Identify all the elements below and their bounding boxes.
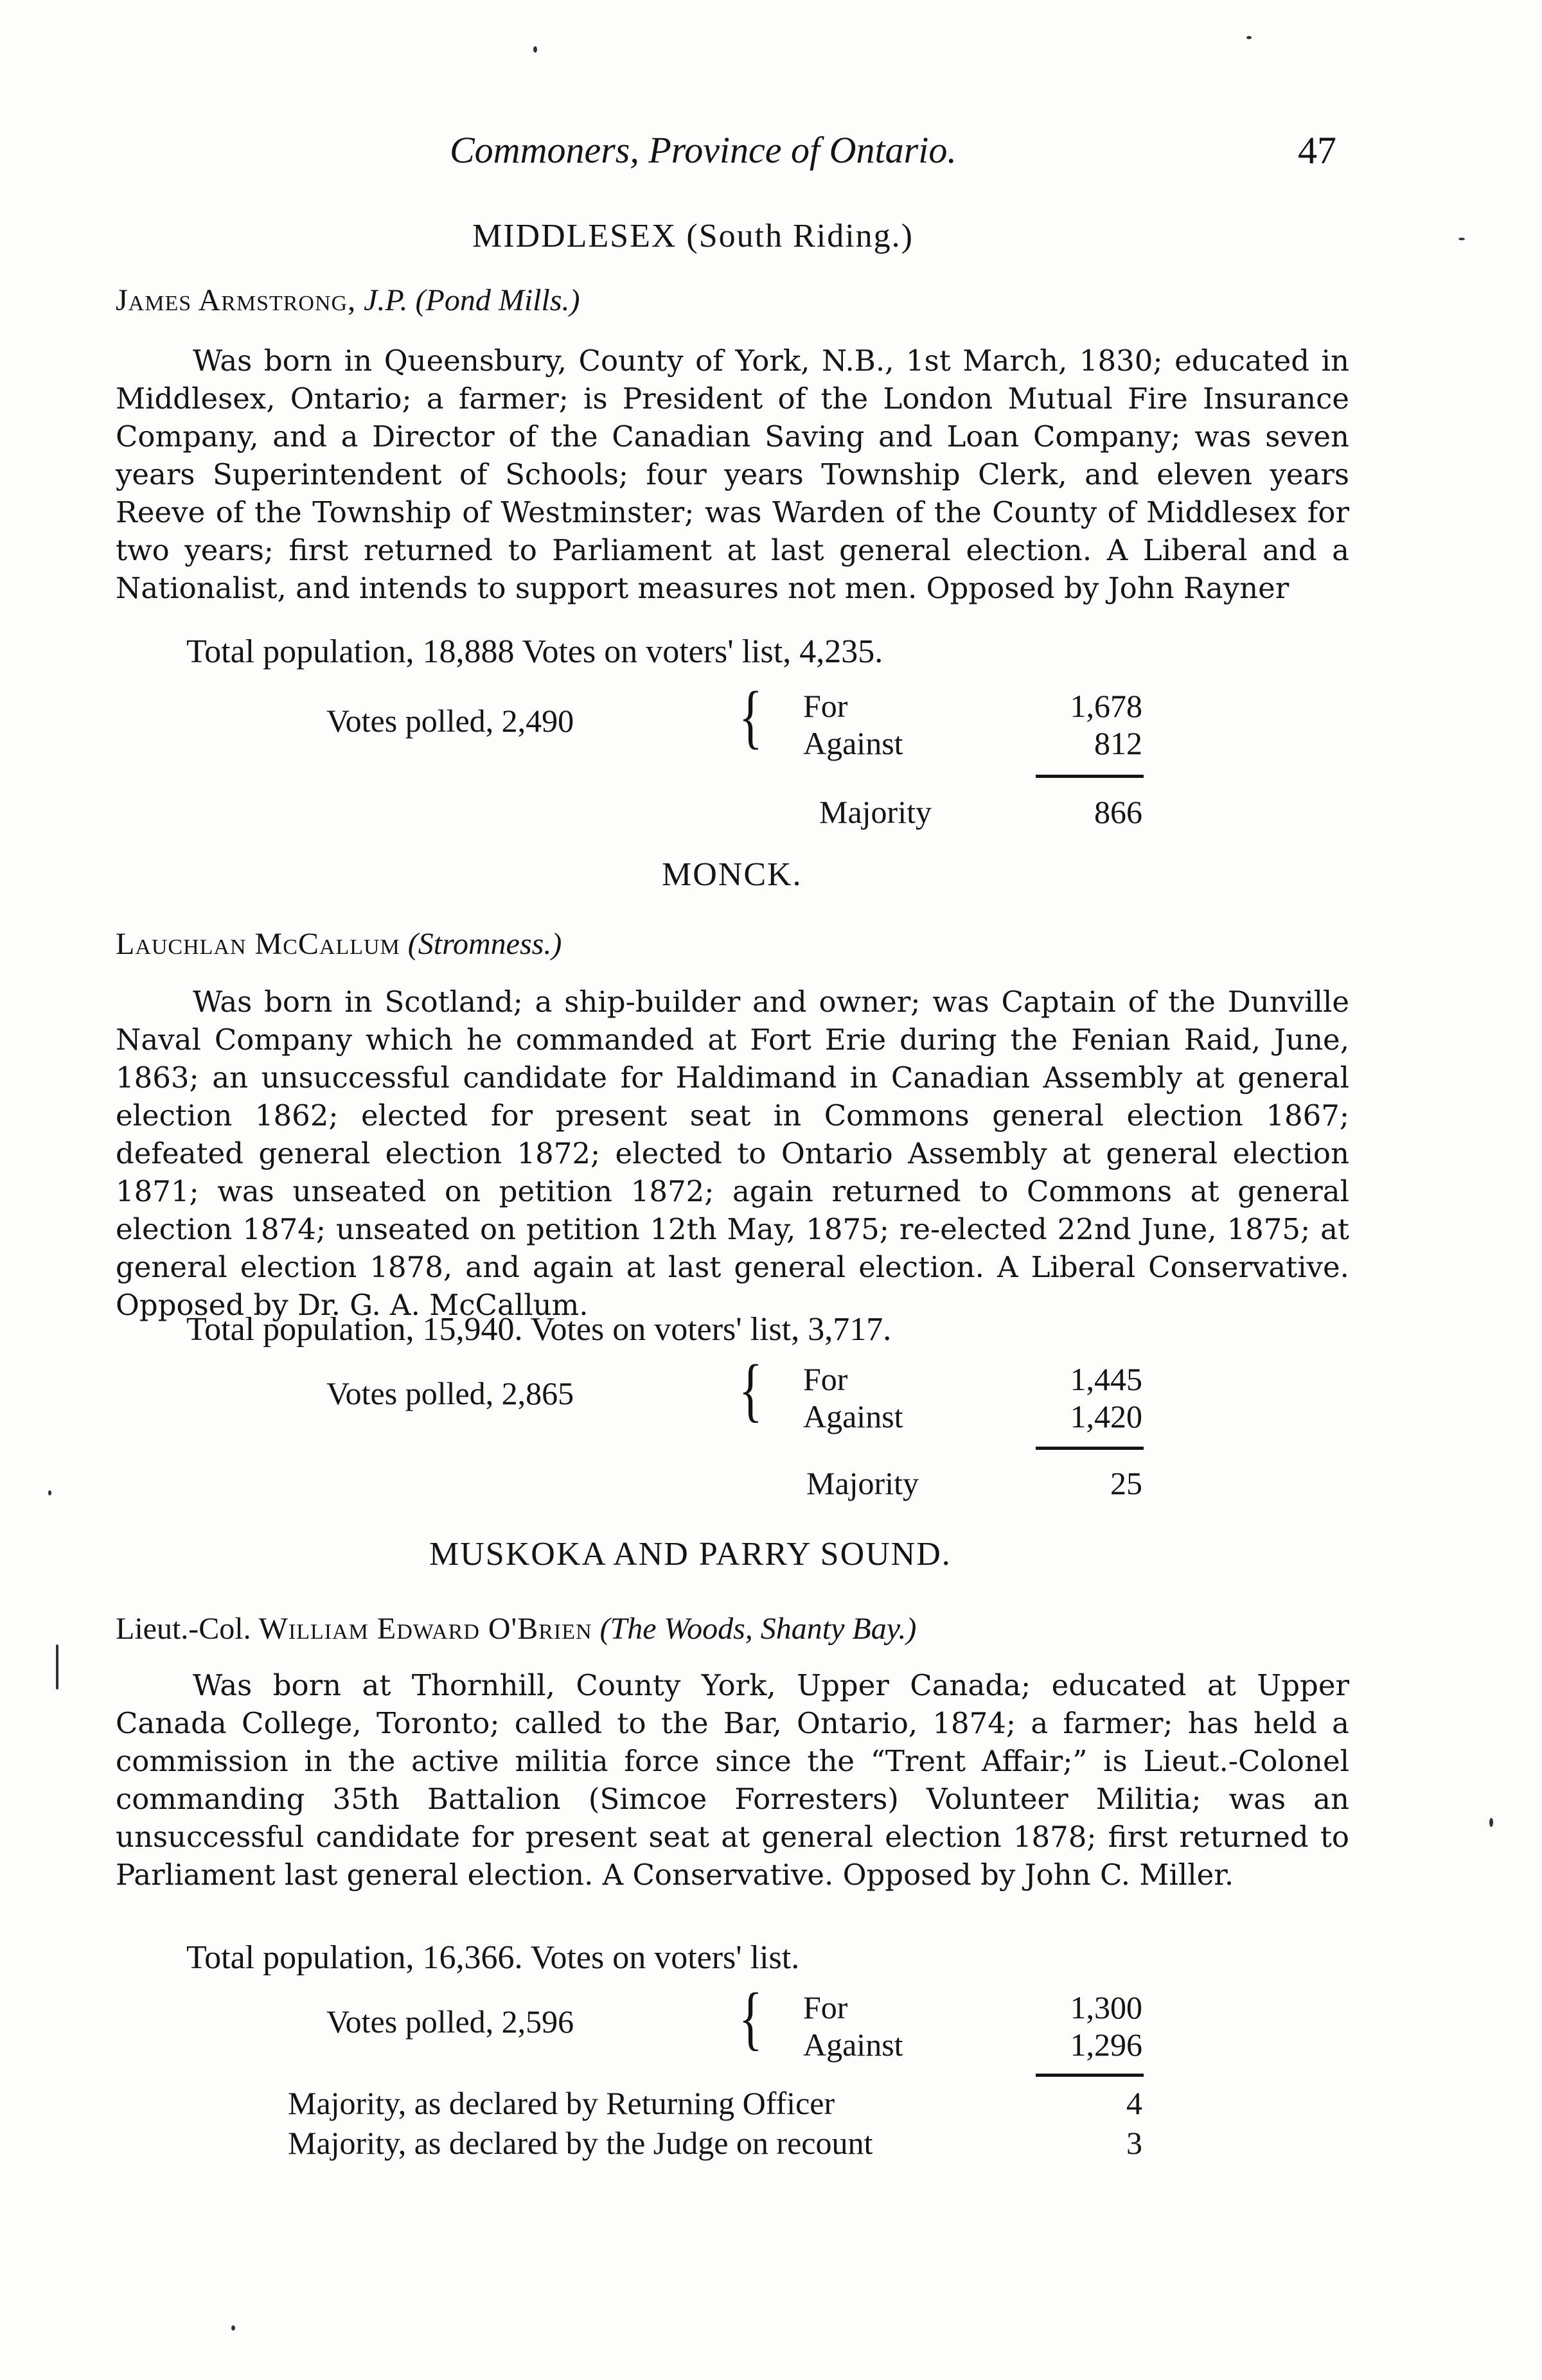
page-number: 47 bbox=[1298, 129, 1336, 172]
member-heading-armstrong bbox=[116, 283, 580, 318]
member-bio-obrien: Was born at Thornhill, County York, Upper Canada; educated at Upper Canada College, Toronto; called to the Bar, Ontario, 1874; a farmer; has held a commission in the active militia force since the “Trent Affair;” is Lieut.-Colonel commanding 35th Battalion (Simcoe Forresters) Volunteer Militia; was an unsuccessful candidate for present seat at general election 1878; first returned to Parliament last general election. A Conservative. Opposed by John C. Miller. bbox=[116, 1668, 1349, 1892]
member-name: Lauchlan McCallum bbox=[116, 927, 400, 961]
against-label: Against bbox=[803, 725, 903, 761]
votes-polled-monck: Votes polled, 2,865 bbox=[326, 1375, 574, 1411]
for-value: 1,445 bbox=[1070, 1361, 1142, 1397]
sum-rule bbox=[1036, 2074, 1144, 2077]
for-label: For bbox=[803, 1989, 848, 2025]
sum-rule bbox=[1036, 775, 1144, 778]
member-residence: (Stromness.) bbox=[407, 927, 562, 961]
majority-returning-label: Majority, as declared by Returning Officer bbox=[288, 2085, 835, 2121]
running-title: Commoners, Province of Ontario. bbox=[450, 129, 957, 171]
scan-speck bbox=[533, 46, 537, 53]
section-title-monck: MONCK. bbox=[662, 856, 802, 893]
for-value: 1,678 bbox=[1070, 688, 1142, 724]
scan-speck bbox=[1489, 1818, 1493, 1827]
for-label: For bbox=[803, 688, 848, 724]
member-name: James Armstrong, bbox=[116, 283, 357, 317]
member-residence: (Pond Mills.) bbox=[415, 283, 580, 317]
section-title-muskoka: MUSKOKA AND PARRY SOUND. bbox=[429, 1536, 952, 1573]
member-residence: (The Woods, Shanty Bay.) bbox=[599, 1612, 917, 1646]
member-title: J.P. bbox=[364, 283, 408, 317]
member-heading-mccallum bbox=[116, 926, 562, 962]
member-prefix: Lieut.-Col. bbox=[116, 1612, 251, 1646]
votes-polled-middlesex: Votes polled, 2,490 bbox=[326, 703, 574, 739]
member-bio-mccallum: Was born in Scotland; a ship-builder and owner; was Captain of the Dunville Naval Company which he commanded at Fort Erie during the Fenian Raid, June, 1863; an unsuccessful candidate for Haldimand in Canadian Assembly at general election 1862; elected for present seat in Commons general election 1867; defeated general election 1872; elected to Ontario Assembly at general election 1871; was unseated on petition 1872; again returned to Commons at general election 1874; unseated on petition 12th May, 1875; re-elected 22nd June, 1875; at general election 1878, and again at last general election. A Liberal Conservative. Opposed by Dr. G. A. McCallum. bbox=[116, 985, 1349, 1322]
majority-returning-value: 4 bbox=[1126, 2085, 1142, 2121]
against-value: 1,420 bbox=[1070, 1398, 1142, 1434]
majority-value: 866 bbox=[1094, 794, 1142, 830]
member-heading-obrien bbox=[116, 1611, 916, 1646]
scan-speck bbox=[1246, 36, 1252, 39]
population-line-muskoka: Total population, 16,366. Votes on voters' list. bbox=[186, 1939, 800, 1976]
scan-mark bbox=[56, 1644, 58, 1689]
votes-polled-muskoka: Votes polled, 2,596 bbox=[326, 2004, 574, 2040]
majority-judge-value: 3 bbox=[1126, 2125, 1142, 2161]
section-title-middlesex: MIDDLESEX (South Riding.) bbox=[472, 218, 914, 254]
population-line-middlesex: Total population, 18,888 Votes on voters' list, 4,235. bbox=[186, 633, 883, 670]
member-bio-armstrong: Was born in Queensbury, County of York, N.B., 1st March, 1830; educated in Middlesex, Ontario; a farmer; is President of the London Mutual Fire Insurance Company, and a Director of the Canadian Saving and Loan Company; was seven years Superintendent of Schools; four years Township Clerk, and eleven years Reeve of the Township of Westminster; was Warden of the County of Middlesex for two years; first returned to Parliament at last general election. A Liberal and a Nationalist, and intends to support measures not men. Opposed by John Rayner bbox=[116, 344, 1349, 605]
against-value: 1,296 bbox=[1070, 2027, 1142, 2063]
scan-speck bbox=[231, 2325, 235, 2331]
brace-icon: { bbox=[738, 677, 763, 755]
population-line-monck: Total population, 15,940. Votes on voters' list, 3,717. bbox=[186, 1311, 892, 1348]
majority-label: Majority bbox=[819, 794, 932, 830]
sum-rule bbox=[1036, 1447, 1144, 1450]
for-value: 1,300 bbox=[1070, 1989, 1142, 2025]
majority-value: 25 bbox=[1110, 1465, 1142, 1501]
against-label: Against bbox=[803, 1398, 903, 1434]
against-label: Against bbox=[803, 2027, 903, 2063]
majority-label: Majority bbox=[806, 1465, 919, 1501]
scan-speck bbox=[48, 1490, 51, 1495]
majority-judge-label: Majority, as declared by the Judge on recount bbox=[288, 2125, 873, 2161]
brace-icon: { bbox=[738, 1979, 763, 2057]
brace-icon: { bbox=[738, 1350, 763, 1429]
for-label: For bbox=[803, 1361, 848, 1397]
member-name: William Edward O'Brien bbox=[258, 1612, 592, 1646]
against-value: 812 bbox=[1094, 725, 1142, 761]
scan-speck bbox=[1458, 238, 1465, 240]
